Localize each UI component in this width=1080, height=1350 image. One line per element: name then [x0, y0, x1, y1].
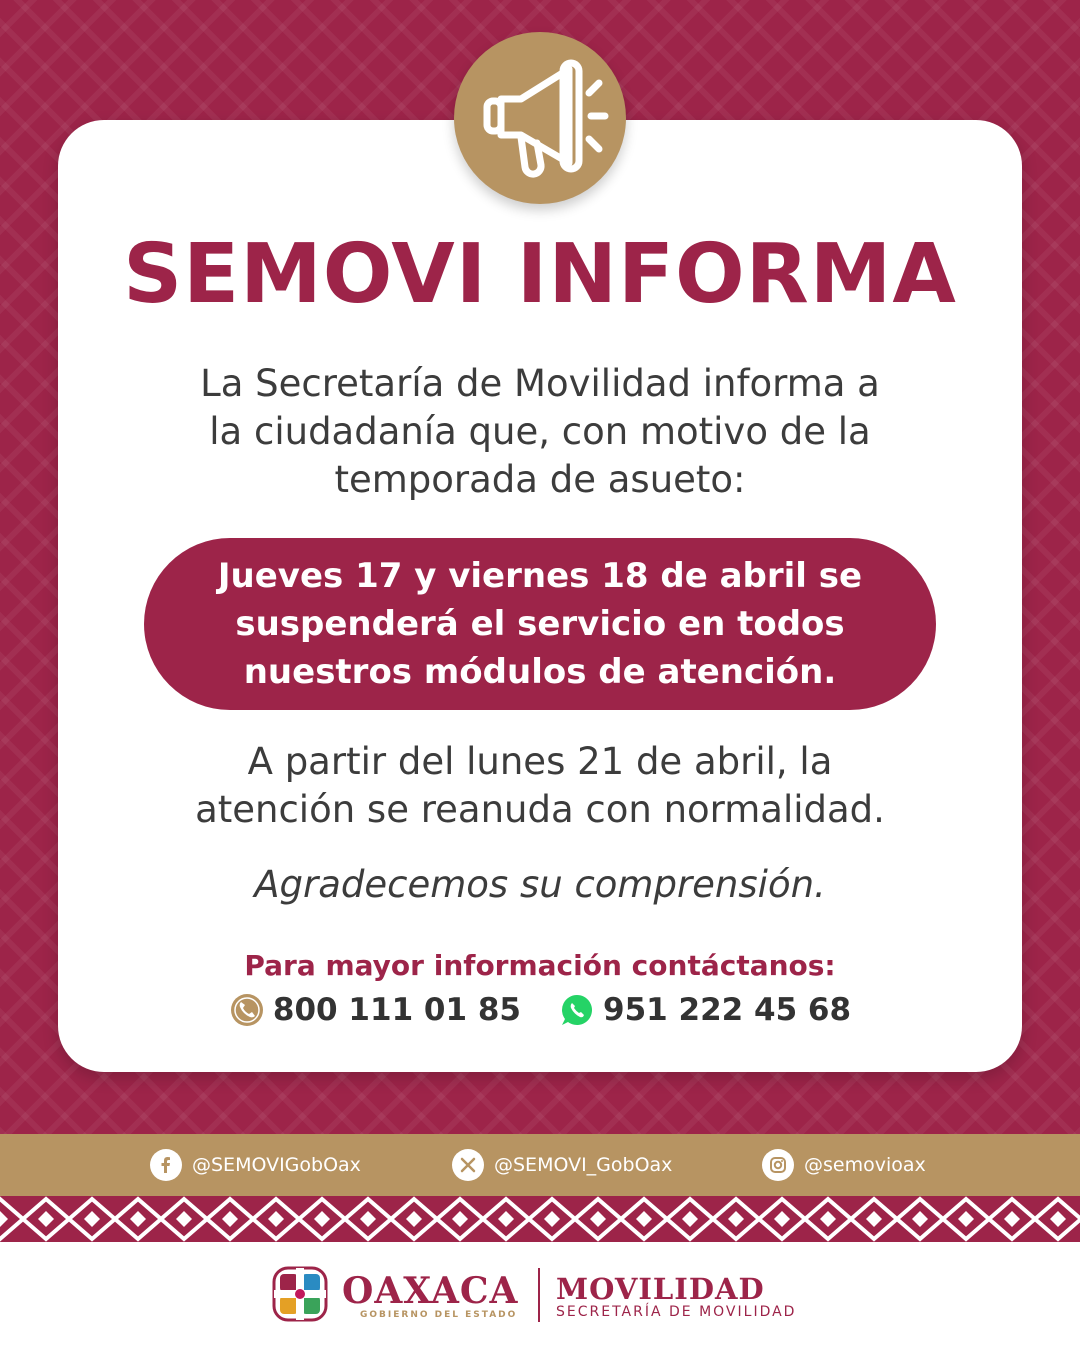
diamond-center [728, 1211, 744, 1227]
diamond-center [958, 1211, 974, 1227]
highlight-line: Jueves 17 y viernes 18 de abril se [217, 556, 863, 596]
oaxaca-emblem-icon [270, 1264, 330, 1324]
diamond-center [590, 1211, 606, 1227]
facebook-icon [150, 1149, 182, 1181]
diamond-center [1050, 1211, 1066, 1227]
intro-line: temporada de asueto: [334, 458, 746, 501]
diamond-center [636, 1211, 652, 1227]
whatsapp-icon [559, 992, 595, 1028]
diamond-center [866, 1211, 882, 1227]
diamond-center [360, 1211, 376, 1227]
state-name: OAXACA [342, 1270, 519, 1312]
intro-text [130, 360, 950, 504]
diamond-center [682, 1211, 698, 1227]
diamond-pattern-band [0, 1196, 1080, 1242]
diamond-center [1004, 1211, 1020, 1227]
diamond-center [84, 1211, 100, 1227]
resume-line: A partir del lunes 21 de abril, la [247, 740, 833, 783]
contact-numbers [130, 988, 950, 1032]
instagram-icon [762, 1149, 794, 1181]
diamond-center [912, 1211, 928, 1227]
whatsapp-number: 951 222 45 68 [603, 992, 852, 1028]
diamond-pattern [0, 1196, 1080, 1242]
whatsapp-contact[interactable] [559, 992, 851, 1028]
resume-text [130, 738, 950, 834]
diamond-center [406, 1211, 422, 1227]
phone-icon [229, 992, 265, 1028]
contact-label: Para mayor información contáctanos: [244, 949, 836, 982]
diamond-center [38, 1211, 54, 1227]
megaphone-badge [454, 32, 626, 204]
agency-name: MOVILIDAD [556, 1272, 765, 1306]
diamond-center [0, 1211, 8, 1227]
phone-number: 800 111 01 85 [272, 992, 521, 1028]
instagram-link[interactable] [762, 1134, 926, 1196]
diamond-center [314, 1211, 330, 1227]
diamond-center [774, 1211, 790, 1227]
x-icon [452, 1149, 484, 1181]
highlight-text [190, 552, 890, 696]
diamond-center [268, 1211, 284, 1227]
diamond-center [498, 1211, 514, 1227]
thanks-text: Agradecemos su comprensión. [254, 863, 826, 906]
intro-line: La Secretaría de Movilidad informa a [200, 362, 880, 405]
page-title: SEMOVI INFORMA [123, 227, 957, 322]
highlight-line: suspenderá el servicio en todos [235, 604, 845, 644]
diamond-center [130, 1211, 146, 1227]
diamond-center [176, 1211, 192, 1227]
footer [0, 1242, 1080, 1350]
resume-line: atención se reanuda con normalidad. [195, 788, 885, 831]
diamond-center [820, 1211, 836, 1227]
x-link[interactable] [452, 1134, 672, 1196]
intro-line: la ciudadanía que, con motivo de la [209, 410, 871, 453]
instagram-handle: @semovioax [804, 1154, 926, 1176]
phone-contact[interactable] [229, 992, 521, 1028]
megaphone-icon [465, 43, 615, 193]
diamond-center [222, 1211, 238, 1227]
diamond-center [544, 1211, 560, 1227]
x-handle: @SEMOVI_GobOax [494, 1154, 673, 1176]
logo-divider [538, 1268, 540, 1322]
state-subtitle: GOBIERNO DEL ESTADO [360, 1310, 518, 1320]
social-band [0, 1134, 1080, 1196]
facebook-link[interactable] [150, 1134, 361, 1196]
diamond-center [452, 1211, 468, 1227]
facebook-handle: @SEMOVIGobOax [192, 1154, 361, 1176]
agency-subtitle: SECRETARÍA DE MOVILIDAD [556, 1304, 797, 1320]
highlight-line: nuestros módulos de atención. [243, 652, 837, 692]
highlight-pill [144, 538, 936, 710]
